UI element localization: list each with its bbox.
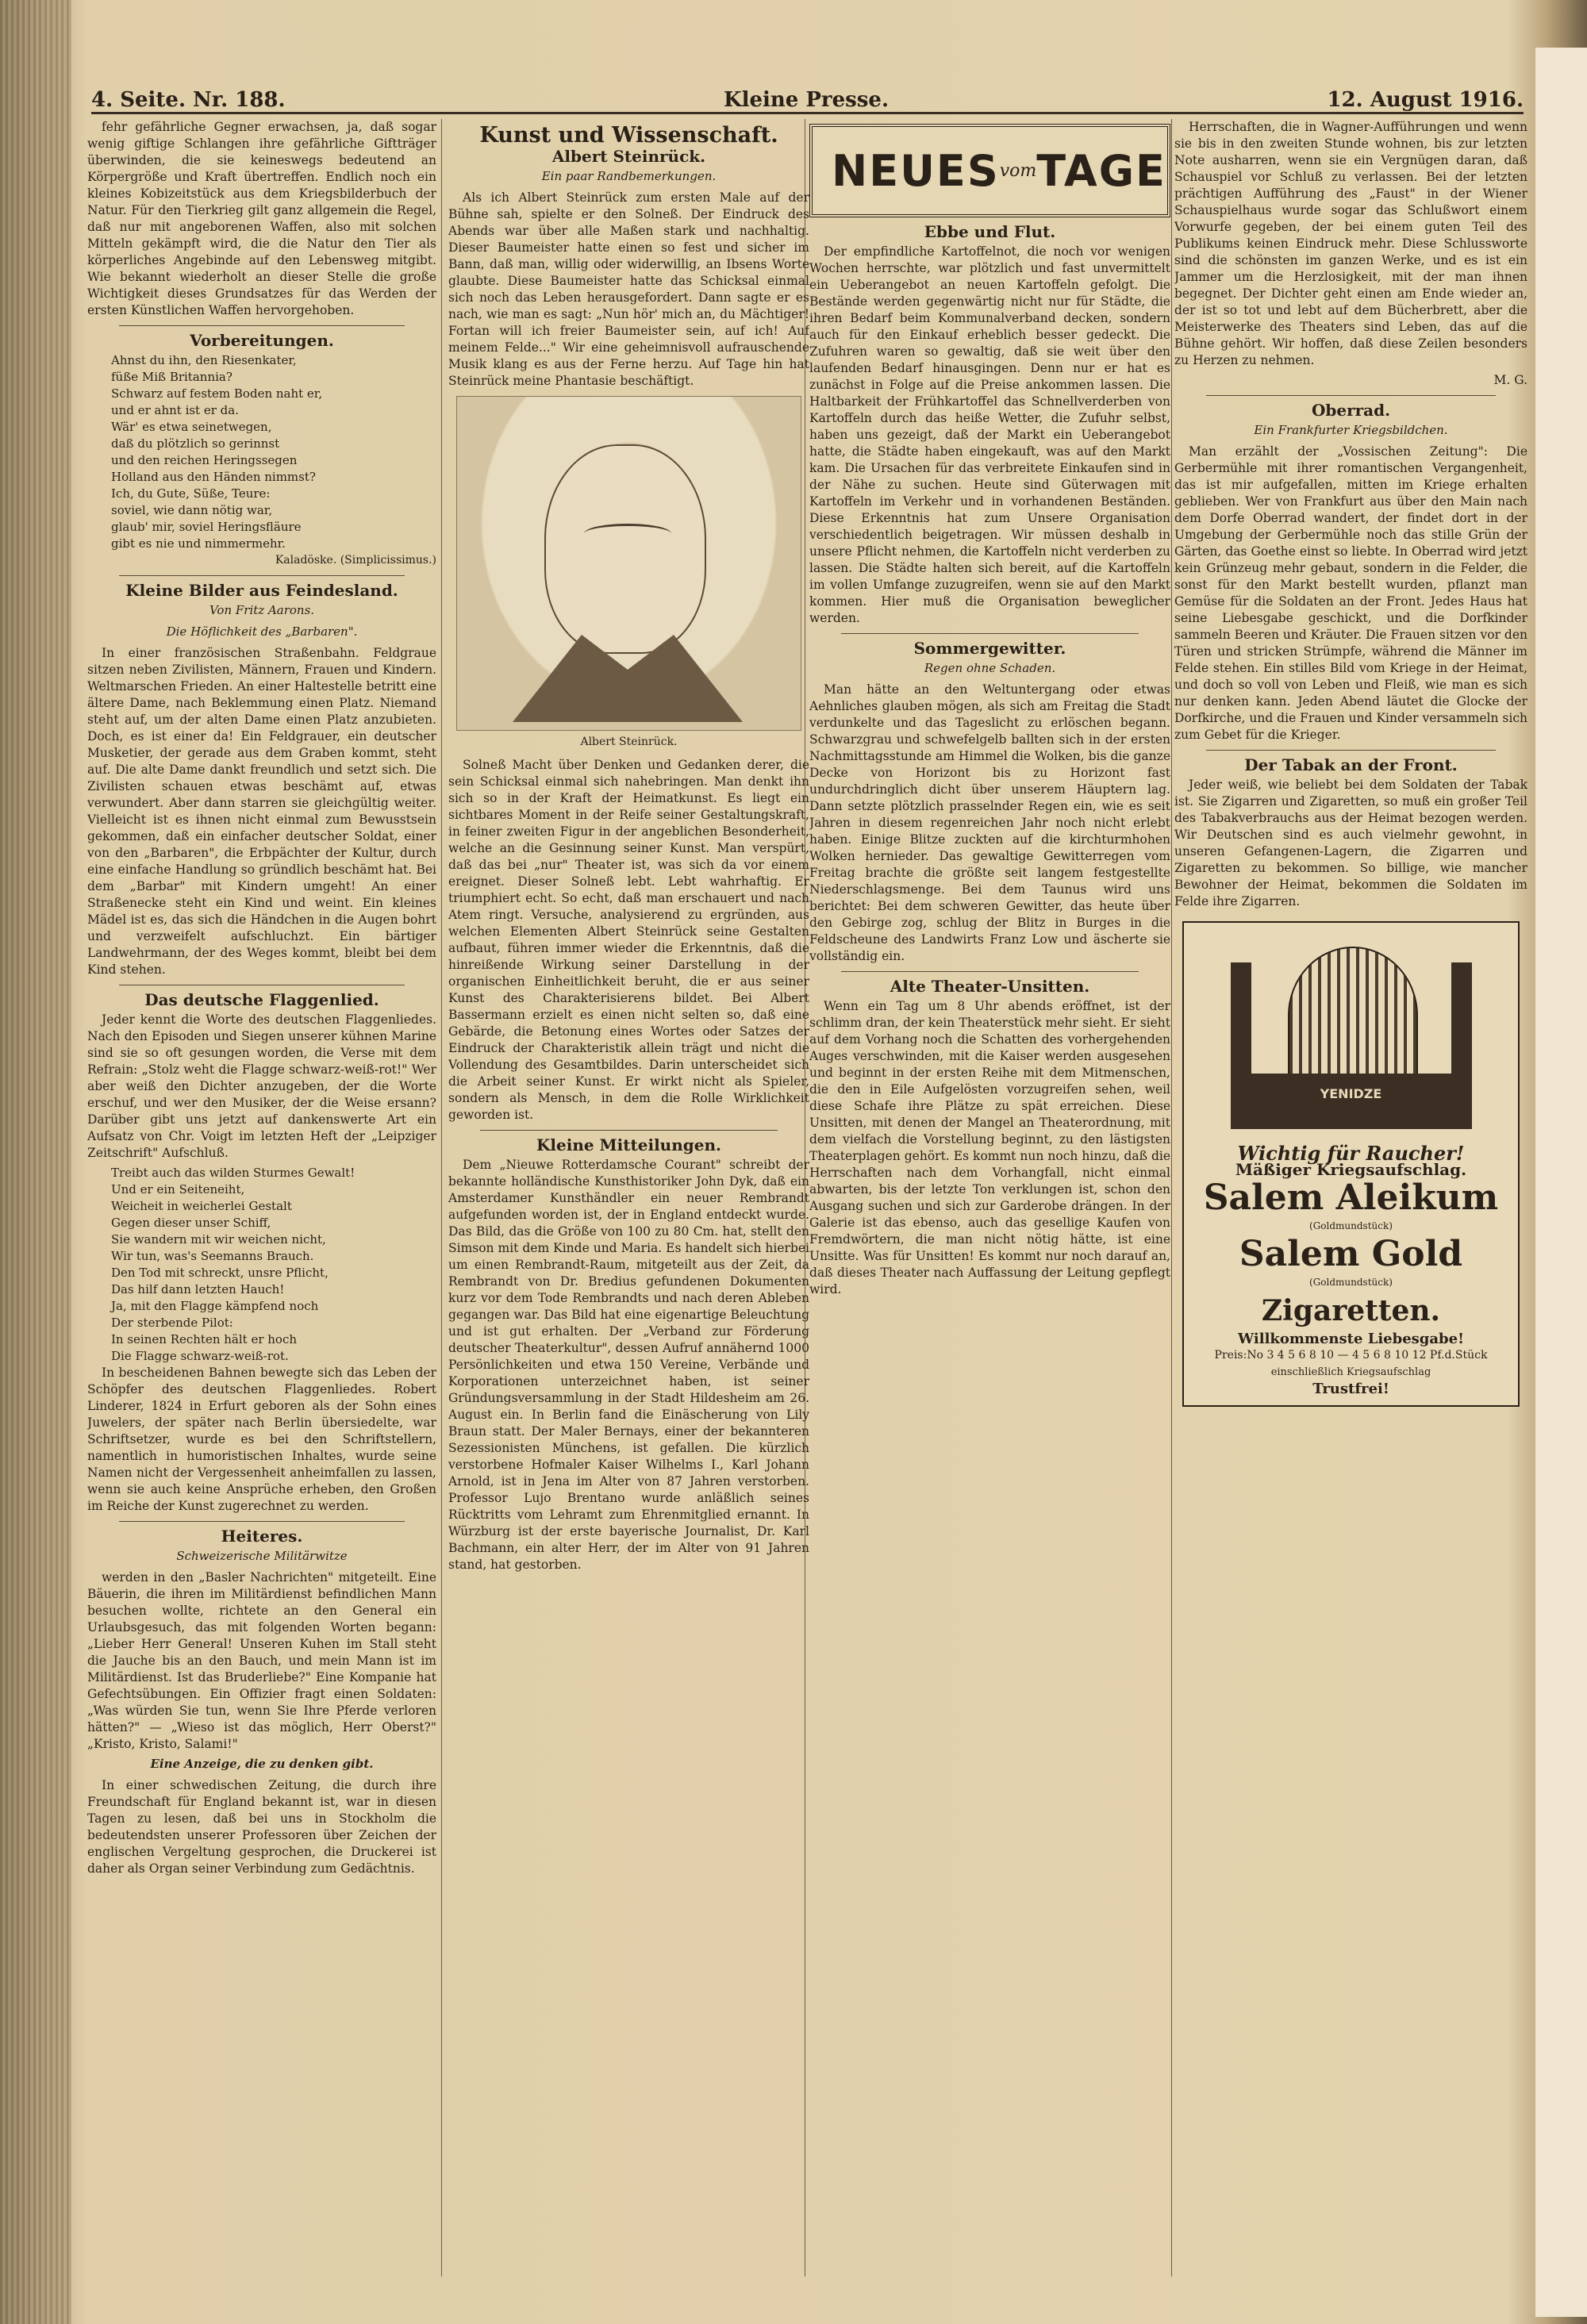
poem-line: Wir tun, was's Seemanns Brauch.	[111, 1249, 314, 1263]
page-header	[91, 83, 1524, 114]
ad-subheadline: Mäßiger Kriegsaufschlag.	[1235, 1160, 1467, 1179]
banner-word: TAGE	[1036, 145, 1166, 196]
next-page-edge	[1535, 48, 1587, 2317]
issue-date: 12. August 1916.	[1327, 88, 1524, 112]
article-text: werden in den „Basler Nachrichten" mitgeteilt. Eine Bäuerin, die ihren im Militärdienst befindlichen Mann besuchen wollte, richtete an den General ein Urlaubsgesuch, das mit folgenden Worten begann: „Lieber Herr General! Unseren Kuhen im Stall steht die Jauche bis an den Bauch, und mein Mann ist im Militärdienst. Ist das Bruderliebe?" Eine Kompanie hat Gefechtsübungen. Ein Offizier fragt einen Soldaten: „Was würden Sie tun, wenn Sie Ihre Pferde verloren hätten?" — „Wieso ist das möglich, Herr Oberst?" „Kristo, Kristo, Salami!"	[87, 1570, 436, 1751]
article-text: Man erzählt der „Vossischen Zeitung": Die Gerbermühle mit ihrer romantischen Vergangenheit, das ist mir aufgefallen, mitten im Kriege erhalten geblieben. Wer von Frankfurt aus über den Main nach dem Dorfe Oberrad wandert, der findet dort in der Umgebung der Gerbermühle noch das stille Grün der Gärten, das Goethe einst so liebte. In Oberrad wird jetzt kein Grünzeug mehr gebaut, sondern in die Felder, die sonst für den Markt bestellt wurden, pflanzt man Gemüse für die Soldaten an der Front. Jedes Haus hat seine Liebesgabe geschickt, und die Dorfkinder sammeln Beeren und Kräuter. Die Frauen sitzen vor den Türen und stricken Strümpfe, während die Männer im Felde stehen. Ein stilles Bild vom Kriege in der Heimat, und doch so voll von Leben und Fleiß, wie man es sich nur denken kann. Jeden Abend läutet die Glocke der Dorfkirche, und die Frauen und Kinder versammeln sich zum Gebet für die Krieger.	[1174, 444, 1527, 742]
yenidze-label: YENIDZE	[1320, 1086, 1382, 1101]
poem-line: glaub' mir, soviel Heringsfläure	[111, 520, 302, 534]
poem-line: füße Miß Britannia?	[111, 370, 232, 384]
headline-sommergewitter: Sommergewitter.	[913, 639, 1066, 658]
poem-line: Treibt auch das wilden Sturmes Gewalt!	[111, 1166, 355, 1180]
article-text: In einer schwedischen Zeitung, die durch ihre Freundschaft für England bekannt ist, war in diesen Tagen zu lesen, daß bei uns in Stockholm die bedeutendsten unserer Professoren über Zeichen der englischen Vergeltung gesprochen, die Druckerei ist daher als Organ seiner Verbindung zum Gedächtnis.	[87, 1778, 436, 1876]
article-text: Herrschaften, die in Wagner-Aufführungen und wenn sie bis in den zweiten Stunde wohnen, bis zur letzten Note ausharren, wenn sie ein Vergnügen daran, daß Schauspiel vor Schluß zu verlassen. Bei der letzten prächtigen Aufführung des „Faust" in der Wiener Schauspielhaus wurde sogar das Schlußwort einem Vorwurfe gegeben, der bei einem guten Teil des Publikums keinen Eindruck mehr. Diese Schlussworte sind die schönsten im ganzen Werke, und es ist ein Jammer um die Herzlosigkeit, mit der man ihnen begegnet. Der Dichter geht einen am Ende wieder an, der ist so tot und lebt auf dem Bücherbrett, aber die Meisterwerke des Theaters sind Leben, das auf die Bühne gehört. Wir hoffen, daß diese Zeilen besonders zu Herzen zu nehmen.	[1174, 120, 1527, 367]
brand-salem-aleikum: Salem Aleikum	[1203, 1177, 1499, 1218]
portrait-caption: Albert Steinrück.	[580, 736, 678, 748]
divider	[841, 971, 1139, 972]
article-text: In bescheidenen Bahnen bewegte sich das Leben der Schöpfer des deutschen Flaggenliedes. Robert Linderer, 1824 in Erfurt geboren als der Sohn eines Juwelers, der später nach Berlin übersiedelte, war Schriftsetzer, wurde es bei den Schriftstellern, namentlich in humoristischen Inhaltes, wurde seine Namen nicht der Vergessenheit anheimfallen zu lassen, wenn sie auch keine Ansprüche erheben, den Großen im Reiche der Kunst zugerechnet zu werden.	[87, 1366, 436, 1513]
poem-line: Ich, du Gute, Süße, Teure:	[111, 486, 271, 501]
subheading: Schweizerische Militärwitze	[176, 1549, 348, 1563]
poem-line: Und er ein Seiteneiht,	[111, 1182, 245, 1197]
byline: Von Fritz Aarons.	[209, 603, 315, 617]
article-text: Jeder kennt die Worte des deutschen Flaggenliedes. Nach den Episoden und Siegen unserer kühnen Marine sind sie so oft gesungen worden, die Verse mit dem Refrain: „Stolz weht die Flagge schwarz-weiß-rot!" Wer aber weiß den Dichter anzugeben, der die Worte erschuf, und wer den Musiker, der die Weise ersann? Darüber gibt uns jetzt auf dankenswerte Art ein Aufsatz von Chr. Voigt im letzten Heft der „Leipziger Zeitschrift" Aufschluß.	[87, 1012, 436, 1160]
brand-salem-gold: Salem Gold	[1239, 1234, 1463, 1274]
poem-line: gibt es nie und nimmermehr.	[111, 536, 286, 551]
newspaper-title: Kleine Presse.	[723, 88, 890, 112]
article-text: Man hätte an den Weltuntergang oder etwas Aehnliches glauben mögen, als sich am Freitag die Stadt verdunkelte und das Tageslicht zu erlöschen begann. Schwarzgrau und schwefelgelb ballten sich in der ersten Nachmittagsstunde am Himmel die Wolken, bis die ganze Decke von Horizont bis zu Horizont fast undurchdringlich dicht über unserem Häuptern lag. Dann setzte plötzlich prasselnder Regen ein, wie es seit Jahren in diesem regenreichen Jahr noch nicht erlebt haben. Einige Blitze zuckten auf die kirchturmhohen Wolken hernieder. Das gewaltige Gewitterregen vom Freitag brachte die größte seit langem festgestellte Niederschlagsmenge. Bei dem Taunus wird uns berichtet: Bei dem schweren Gewitter, das heute über den Gebirge zog, schlug der Blitz in Burges in die Feldscheune des Landwirts Franz Low und äscherte sie vollständig ein.	[809, 682, 1170, 963]
subheading: Die Höflichkeit des „Barbaren".	[166, 624, 358, 639]
page-number: 4. Seite. Nr. 188.	[91, 88, 286, 112]
poem-line: Die Flagge schwarz-weiß-rot.	[111, 1349, 289, 1363]
article-text: fehr gefährliche Gegner erwachsen, ja, daß sogar wenig giftige Schlangen ihre gefährliche Giftträger überwinden, die sie keineswegs bedeutend an Körpergröße und Kraft übertreffen. Endlich noch ein kleines Kobizeitstück aus dem Kriegsbilderbuch der Natur. Für den Tierkrieg gilt ganz allgemein die Regel, daß nur mit angeborenen Waffen, also mit solchen Mitteln gekämpft wird, die die Natur den Tier als körperliches Angebinde auf den Lebensweg mitgibt. Wie bekannt wiederholt an dieser Stelle die große Wichtigkeit dieses Grundsatzes für das Werden der ersten Künstlichen Waffen hervorgehoben.	[87, 120, 436, 317]
ad-slogan: Willkommenste Liebesgabe!	[1238, 1331, 1464, 1347]
poem-line: Wär' es etwa seinetwegen,	[111, 420, 272, 434]
yenidze-dome-illustration	[1224, 931, 1478, 1137]
poem-signature: Kaladöske. (Simplicissimus.)	[275, 554, 436, 567]
poem-line: Sie wandern mit wir weichen nicht,	[111, 1232, 326, 1247]
subheading: Eine Anzeige, die zu denken gibt.	[150, 1757, 374, 1771]
article-text: Wenn ein Tag um 8 Uhr abends eröffnet, ist der schlimm dran, der kein Theaterstück mehr sieht. Er sieht auf dem Vorhang noch die Schatten des vorhergehenden Auges verschwinden, mit die Kaiser werden ausgesehen und beginnt in der ersten Reihe mit dem Mitmenschen, die den in Eile Aufgelösten vorzugreifen sehen, weil diese Schafe ihre Plätze zu spät erreichen. Diese Unsitten, mit denen der Mangel an Theaterordnung, mit dem vielfach die Vorstellung beginnt, zu den lästigsten Theaterplagen gehört. Es kommt nun noch hinzu, daß die Herrschaften nach dem Vorhangfall, nicht einmal abwarten, bis der letzte Ton verklungen ist, schon den Ausgang suchen und sich zur Garderobe drängen. In der Galerie ist das ebenso, auch das gesellige Kaufen von Fremdwörtern, die man nicht nötig hätte, ist eine Unsitte. Was für Unsitten! Es kommt nur noch darauf an, daß dieses Theater nach Auffassung der Leitung gepflegt wird.	[809, 999, 1170, 1296]
column-1	[87, 119, 436, 2276]
headline-feindesland: Kleine Bilder aus Feindesland.	[125, 581, 398, 600]
column-rule	[1171, 119, 1172, 2276]
headline-tabak: Der Tabak an der Front.	[1244, 755, 1458, 774]
ad-trustfrei: Trustfrei!	[1312, 1381, 1389, 1397]
divider	[841, 633, 1139, 634]
divider	[119, 1521, 405, 1522]
headline-vorbereitungen: Vorbereitungen.	[190, 331, 334, 350]
subheading: Ein Frankfurter Kriegsbildchen.	[1254, 423, 1448, 437]
poem-line: und er ahnt ist er da.	[111, 403, 239, 417]
article-text: Solneß Macht über Denken und Gedanken derer, die sein Schicksal einmal sich nahebringen. Man denkt ihn sich so in der Kraft der Heimatkunst. Es liegt ein sichtbares Moment in der Reife seiner Gestaltungskraft, in feiner zweiten Figur in der angeblichen Besonderheit, welche an die Gesinnung seiner Kunst. Man verspürt, daß das bei „nur" Theater ist, was sich da vor einem ereignet. Dieser Solneß lebt. Lebt wahrhaftig. Er triumphiert echt. So echt, daß man erschauert und nach Atem ringt. Versuche, analysierend zu ergründen, aus welchen Elementen Albert Steinrück seine Gestalten aufbaut, führen immer wieder die Erkenntnis, daß die hinreißende Wirkung seiner Darstellung in der organischen Einheitlichkeit beruht, die er aus seiner Kunst des Charakterisierens bildet. Bei Albert Bassermann erzielt es einen nicht selten so, daß eine Gebärde, die Betonung eines Wortes oder Satzes der Eindruck der Charakteristik allein trägt und nicht die Vollendung des Gesamtbildes. Darin unterscheidet sich die Arbeit seiner Kunst. Er wirkt nicht als Spieler, sondern als Mensch, in dem die Rolle Wirklichkeit geworden ist.	[448, 758, 809, 1122]
banner-word: NEUES	[832, 145, 1000, 196]
section-title-kunst: Kunst und Wissenschaft.	[479, 123, 778, 148]
column-rule	[441, 119, 442, 2276]
dome	[1288, 947, 1418, 1085]
ad-headline: Wichtig für Raucher!	[1237, 1142, 1465, 1165]
column-3	[809, 119, 1170, 2276]
poem	[87, 1165, 436, 1365]
banner-word: vom	[999, 160, 1037, 181]
poem-line: Schwarz auf festem Boden naht er,	[111, 386, 323, 401]
poem-line: In seinen Rechten hält er hoch	[111, 1332, 298, 1346]
article-text: Jeder weiß, wie beliebt bei dem Soldaten der Tabak ist. Sie Zigarren und Zigaretten, so muß ein großer Teil des Tabakverbrauchs aus der Heimat bezogen werden. Wir Deutschen sind es auch vielmehr gewohnt, in unseren Gefangenen-Lagern, die Zigarren und Zigaretten zu bekommen. So billige, wie mancher Bewohner der Heimat, bekommen die Soldaten im Felde ihre Zigarren.	[1174, 778, 1527, 908]
signature: M. G.	[1493, 373, 1527, 387]
article-text: Als ich Albert Steinrück zum ersten Male auf der Bühne sah, spielte er den Solneß. Der Eindruck des Abends war über alle Maßen stark und nachhaltig. Dieser Baumeister hatte einen so fest und sicher im Bann, daß man, willig oder widerwillig, an Ibsens Worte glaubte. Diese Baumeister hatte das Schicksal einmal sich noch das Leben herausgefordert. Dann sagte er es nach, wie man es sagt: „Nun hör' mich an, du Mächtiger! Fortan will ich freier Baumeister sein, auf ich! Auf meinem Felde..." Wir eine geheimnisvoll aufrauschende Musik klang es aus der Ferne herzu. Auf Tage hin hat Steinrück meine Phantasie beschäftigt.	[448, 190, 809, 388]
headline-ebbe-flut: Ebbe und Flut.	[924, 222, 1056, 241]
poem-line: Ja, mit den Flagge kämpfend noch	[111, 1299, 319, 1313]
column-4	[1174, 119, 1527, 2276]
poem-line: daß du plötzlich so gerinnst	[111, 436, 280, 451]
column-2	[448, 119, 809, 2276]
divider	[1206, 395, 1496, 396]
salem-cigarette-ad	[1182, 921, 1520, 1407]
portrait-illustration	[456, 396, 801, 731]
headline-steinrueck: Albert Steinrück.	[551, 147, 706, 166]
poem-line: Ahnst du ihn, den Riesenkater,	[111, 353, 297, 367]
ad-product: Zigaretten.	[1261, 1294, 1441, 1327]
poem-line: Das hilf dann letzten Hauch!	[111, 1282, 285, 1296]
poem-line: Der sterbende Pilot:	[111, 1316, 233, 1330]
headline-oberrad: Oberrad.	[1311, 401, 1391, 420]
headline-theater: Alte Theater-Unsitten.	[890, 977, 1090, 996]
divider	[119, 575, 405, 576]
ad-note: einschließlich Kriegsaufschlag	[1270, 1366, 1431, 1378]
headline-mitteilungen: Kleine Mitteilungen.	[536, 1135, 721, 1154]
divider	[480, 1130, 778, 1131]
subheading: Regen ohne Schaden.	[924, 661, 1056, 675]
headline-flaggenlied: Das deutsche Flaggenlied.	[144, 990, 379, 1009]
poem-line: soviel, wie dann nötig war,	[111, 503, 273, 517]
poem-line: und den reichen Heringssegen	[111, 453, 298, 467]
brand-note: (Goldmundstück)	[1309, 1220, 1393, 1231]
poem-line: Weicheit in weicherlei Gestalt	[111, 1199, 292, 1213]
article-text: Dem „Nieuwe Rotterdamsche Courant" schreibt der bekannte holländische Kunsthistoriker John Dyk, daß ein Amsterdamer Kunsthändler ein neuer Rembrandt aufgefunden worden ist, der in England entdeckt wurde. Das Bild, das die Größe von 100 zu 80 Cm. hat, stellt den Simson mit dem Kinde und Maria. Es handelt sich hierbei um einen Rembrandt-Raum, mitgeteilt aus der Zeit, da Rembrandt von Dr. Bredius gefundenen Dokumenten kurz vor dem Tode Rembrandts und nach deren Ableben gegangen war. Das Bild hat eine eigenartige Beleuchtung und ist gut erhalten. Der „Verband zur Förderung deutscher Theaterkultur", dessen Aufruf annähernd 1000 Persönlichkeiten und etwa 150 Vereine, Verbände und Korporationen unterzeichnet haben, ist seiner Gründungsversammlung in der Stadt Hildesheim am 26. August ein. In Berlin fand die Einäscherung von Lily Braun statt. Der Maler Bernays, einer der bekannteren Sezessionisten Münchens, ist gefallen. Die kürzlich verstorbene Hofmaler Kaiser Wilhelms I., Karl Johann Arnold, ist in Jena im Alter von 87 Jahren verstorben. Professor Lujo Brentano wurde anläßlich seines Rücktritts vom Lehramt zum Ehrenmitglied ernannt. In Würzburg ist der erste bayerische Journalist, Dr. Karl Bachmann, ein alter Herr, der im Alter von 91 Jahren stand, hat gestorben.	[448, 1158, 809, 1572]
brand-note: (Goldmundstück)	[1309, 1277, 1393, 1288]
neues-vom-tage-banner	[809, 124, 1170, 217]
divider	[119, 325, 405, 326]
article-text: Der empfindliche Kartoffelnot, die noch vor wenigen Wochen herrschte, war plötzlich und fast unvermittelt ein Ueberangebot an neuen Kartoffeln gefolgt. Die Bestände werden gegenwärtig nicht nur für Städte, die ihren Bedarf beim Kommunalverband decken, sondern auch für den Einkauf erheblich besser gedeckt. Die Zufuhren waren so gewaltig, daß sie weit über den laufenden Bedarf hinausgingen. Denn nur er hat es zunächst in Folge auf die Preise ankommen lassen. Die Haltbarkeit der Frühkartoffel das Schnellverderben von Kartoffeln durch das heiße Wetter, die Zufuhr selbst, haben uns gezeigt, daß der Markt ein Ueberangebot hatte, die Städte haben eingekauft, was auf den Markt kam. Die Ursachen für das verbreitete Einkaufen sind in der Nähe zu suchen. Heute sind Güterwagen mit Kartoffeln im Verkehr und in vorhandenen Beständen. Diese Erkenntnis hat zum Unsere Organisation verschiedentlich beigetragen. Wir müssen deshalb in unsere Pflicht nehmen, die Kartoffeln nicht verderben zu lassen. Die Städte halten sich bereit, auf die Kartoffeln im vollen Umfange zuzugreifen, wenn sie auf den Markt kommen. Hier muß die Organisation beweglicher werden.	[809, 244, 1170, 625]
poem-line: Holland aus den Händen nimmst?	[111, 470, 316, 484]
poem-line: Gegen dieser unser Schiff,	[111, 1216, 271, 1230]
ad-price: Preis:No 3 4 5 6 8 10 — 4 5 6 8 10 12 Pf.d.Stück	[1214, 1349, 1488, 1362]
subheading: Ein paar Randbemerkungen.	[541, 169, 717, 183]
poem-line: Den Tod mit schreckt, unsre Pflicht,	[111, 1266, 329, 1280]
headline-heiteres: Heiteres.	[221, 1527, 303, 1546]
binding-spine	[0, 0, 71, 2324]
portrait-glasses	[584, 524, 671, 544]
divider	[1206, 750, 1496, 751]
article-text: In einer französischen Straßenbahn. Feldgraue sitzen neben Zivilisten, Männern, Frauen und Kindern. Weltmarschen Frieden. An einer Haltestelle betritt eine ältere Dame, nach Beklemmung einen Platz. Niemand steht auf, um der alten Dame einen Platz anzubieten. Doch, es ist einer da! Ein Feldgrauer, ein deutscher Musketier, der gerade aus dem Graben kommt, steht auf. Die alte Dame dankt freundlich und setzt sich. Die Zivilisten schauen etwas beschämt auf, etwas verwundert. Aber dann starren sie gleichgültig weiter. Vielleicht ist es ihnen nicht einmal zum Bewusstsein gekommen, daß ein einfacher deutscher Soldat, einer von den „Barbaren", die Erbpächter der Kultur, durch eine einfache Handlung so gründlich beschämt hat. Bei dem „Barbar" mit Kindern umgeht! An einer Straßenecke steht ein Kind und weint. Ein kleines Mädel ist es, das sich die Händchen in die Augen bohrt und verzweifelt aufschluchzt. Ein bärtiger Landwehrmann, der des Weges kommt, bleibt bei dem Kind stehen.	[87, 646, 436, 977]
portrait-face	[544, 444, 706, 654]
poem	[87, 352, 436, 552]
